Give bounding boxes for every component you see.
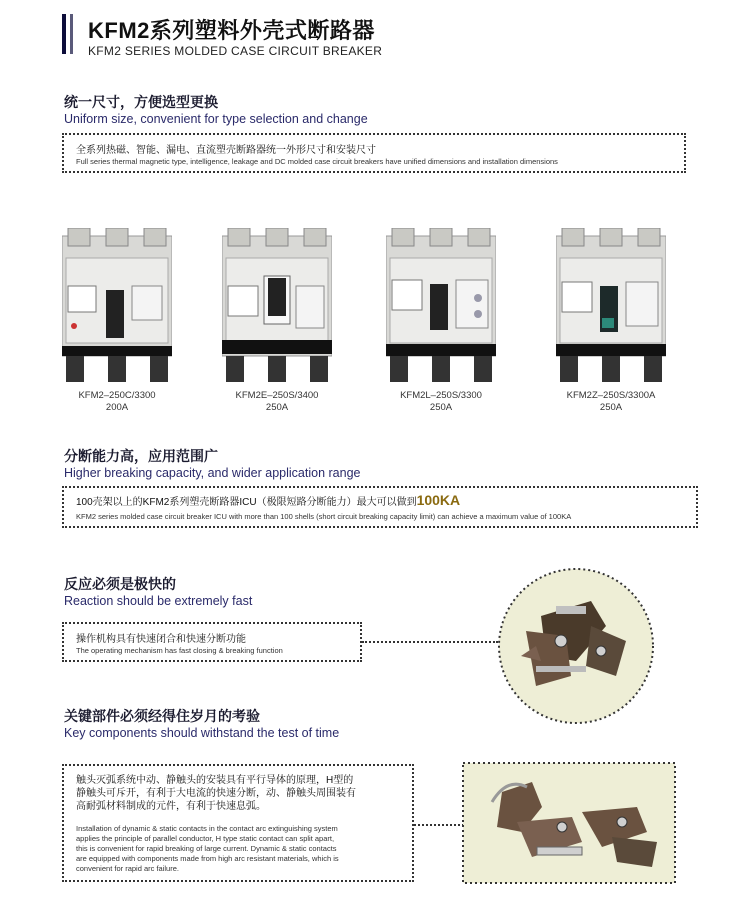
section4-zh-line: 触头灭弧系统中动、静触头的安装具有平行导体的原理，H型的	[76, 775, 354, 786]
section1-heading-en: Uniform size, convenient for type selection and change	[64, 112, 368, 126]
page-title-zh: KFM2系列塑料外壳式断路器	[88, 18, 375, 43]
product-model: KFM2L–250S/3300	[400, 390, 482, 401]
breaking-capacity-highlight: 100KA	[416, 492, 461, 508]
section3-box-en: The operating mechanism has fast closing & breaking function	[76, 646, 283, 655]
page-title-en: KFM2 SERIES MOLDED CASE CIRCUIT BREAKER	[88, 44, 383, 58]
breaker-image-2	[222, 228, 332, 383]
breaker-image-4	[556, 228, 666, 383]
product-rating: 200A	[105, 402, 129, 413]
section4-en-line: Installation of dynamic & static contacts in the contact arc extinguishing system	[76, 824, 338, 833]
product-rating: 250A	[265, 402, 289, 413]
section3-heading-zh: 反应必须是极快的	[64, 576, 176, 592]
section1-box-en: Full series thermal magnetic type, intelligence, leakage and DC molded case circuit breakers have unified dimensions and installation dimensions	[76, 157, 558, 166]
section4-en-line: this is convenient for rapid breaking of large current. Dynamic & static contacts	[76, 844, 337, 853]
product-label-1	[47, 390, 187, 414]
header-bar-light	[70, 14, 73, 54]
breaker-image-1	[62, 228, 172, 383]
header-bar-dark	[62, 14, 66, 54]
connector-line-1	[362, 641, 498, 643]
section4-heading-en: Key components should withstand the test of time	[64, 726, 340, 740]
product-label-3	[371, 390, 511, 414]
breaker-image-3	[386, 228, 496, 383]
product-label-2	[207, 390, 347, 414]
section3-box	[62, 622, 362, 662]
section4-box-zh	[76, 774, 356, 813]
connector-line-2	[414, 824, 464, 826]
mechanism-illustration	[496, 566, 656, 726]
product-model: KFM2–250C/3300	[78, 390, 156, 401]
product-rating: 250A	[599, 402, 623, 413]
section4-zh-line: 静触头可斥开，有利于大电流的快速分断，动、静触头周围装有	[76, 788, 356, 799]
section1-heading-zh: 统一尺寸，方便选型更换	[64, 94, 218, 110]
product-model: KFM2E–250S/3400	[235, 390, 319, 401]
contact-system-illustration	[462, 762, 676, 884]
section4-en-line: applies the principle of parallel conductor, H type static contact can split apart,	[76, 834, 335, 843]
section4-box-en	[76, 824, 339, 874]
product-model: KFM2Z–250S/3300A	[566, 390, 656, 401]
product-label-4	[541, 390, 681, 414]
section3-box-zh: 操作机构具有快速闭合和快速分断功能	[76, 634, 246, 645]
section1-box-zh: 全系列热磁、智能、漏电、直流塑壳断路器统一外形尺寸和安装尺寸	[76, 145, 376, 156]
section4-box	[62, 764, 414, 882]
section1-box	[62, 133, 686, 173]
section2-box-zh: 100壳架以上的KFM2系列塑壳断路器ICU（极限短路分断能力）最大可以做到	[76, 497, 417, 508]
section3-heading-en: Reaction should be extremely fast	[64, 594, 253, 608]
section4-en-line: convenient for rapid arc failure.	[76, 864, 179, 873]
section4-zh-line: 高耐弧材料制成的元件，有利于快速息弧。	[76, 801, 266, 812]
section4-en-line: are equipped with components made from high arc resistant materials, which is	[76, 854, 339, 863]
section2-box	[62, 486, 698, 528]
product-rating: 250A	[429, 402, 453, 413]
section4-heading-zh: 关键部件必须经得住岁月的考验	[64, 708, 260, 724]
section2-box-zh-line	[76, 492, 460, 508]
section2-heading-en: Higher breaking capacity, and wider application range	[64, 466, 361, 480]
section2-box-en: KFM2 series molded case circuit breaker ICU with more than 100 shells (short circuit breaking capacity limit) can achieve a maximum value of 100KA	[76, 512, 572, 521]
section2-heading-zh: 分断能力高，应用范围广	[64, 448, 218, 464]
